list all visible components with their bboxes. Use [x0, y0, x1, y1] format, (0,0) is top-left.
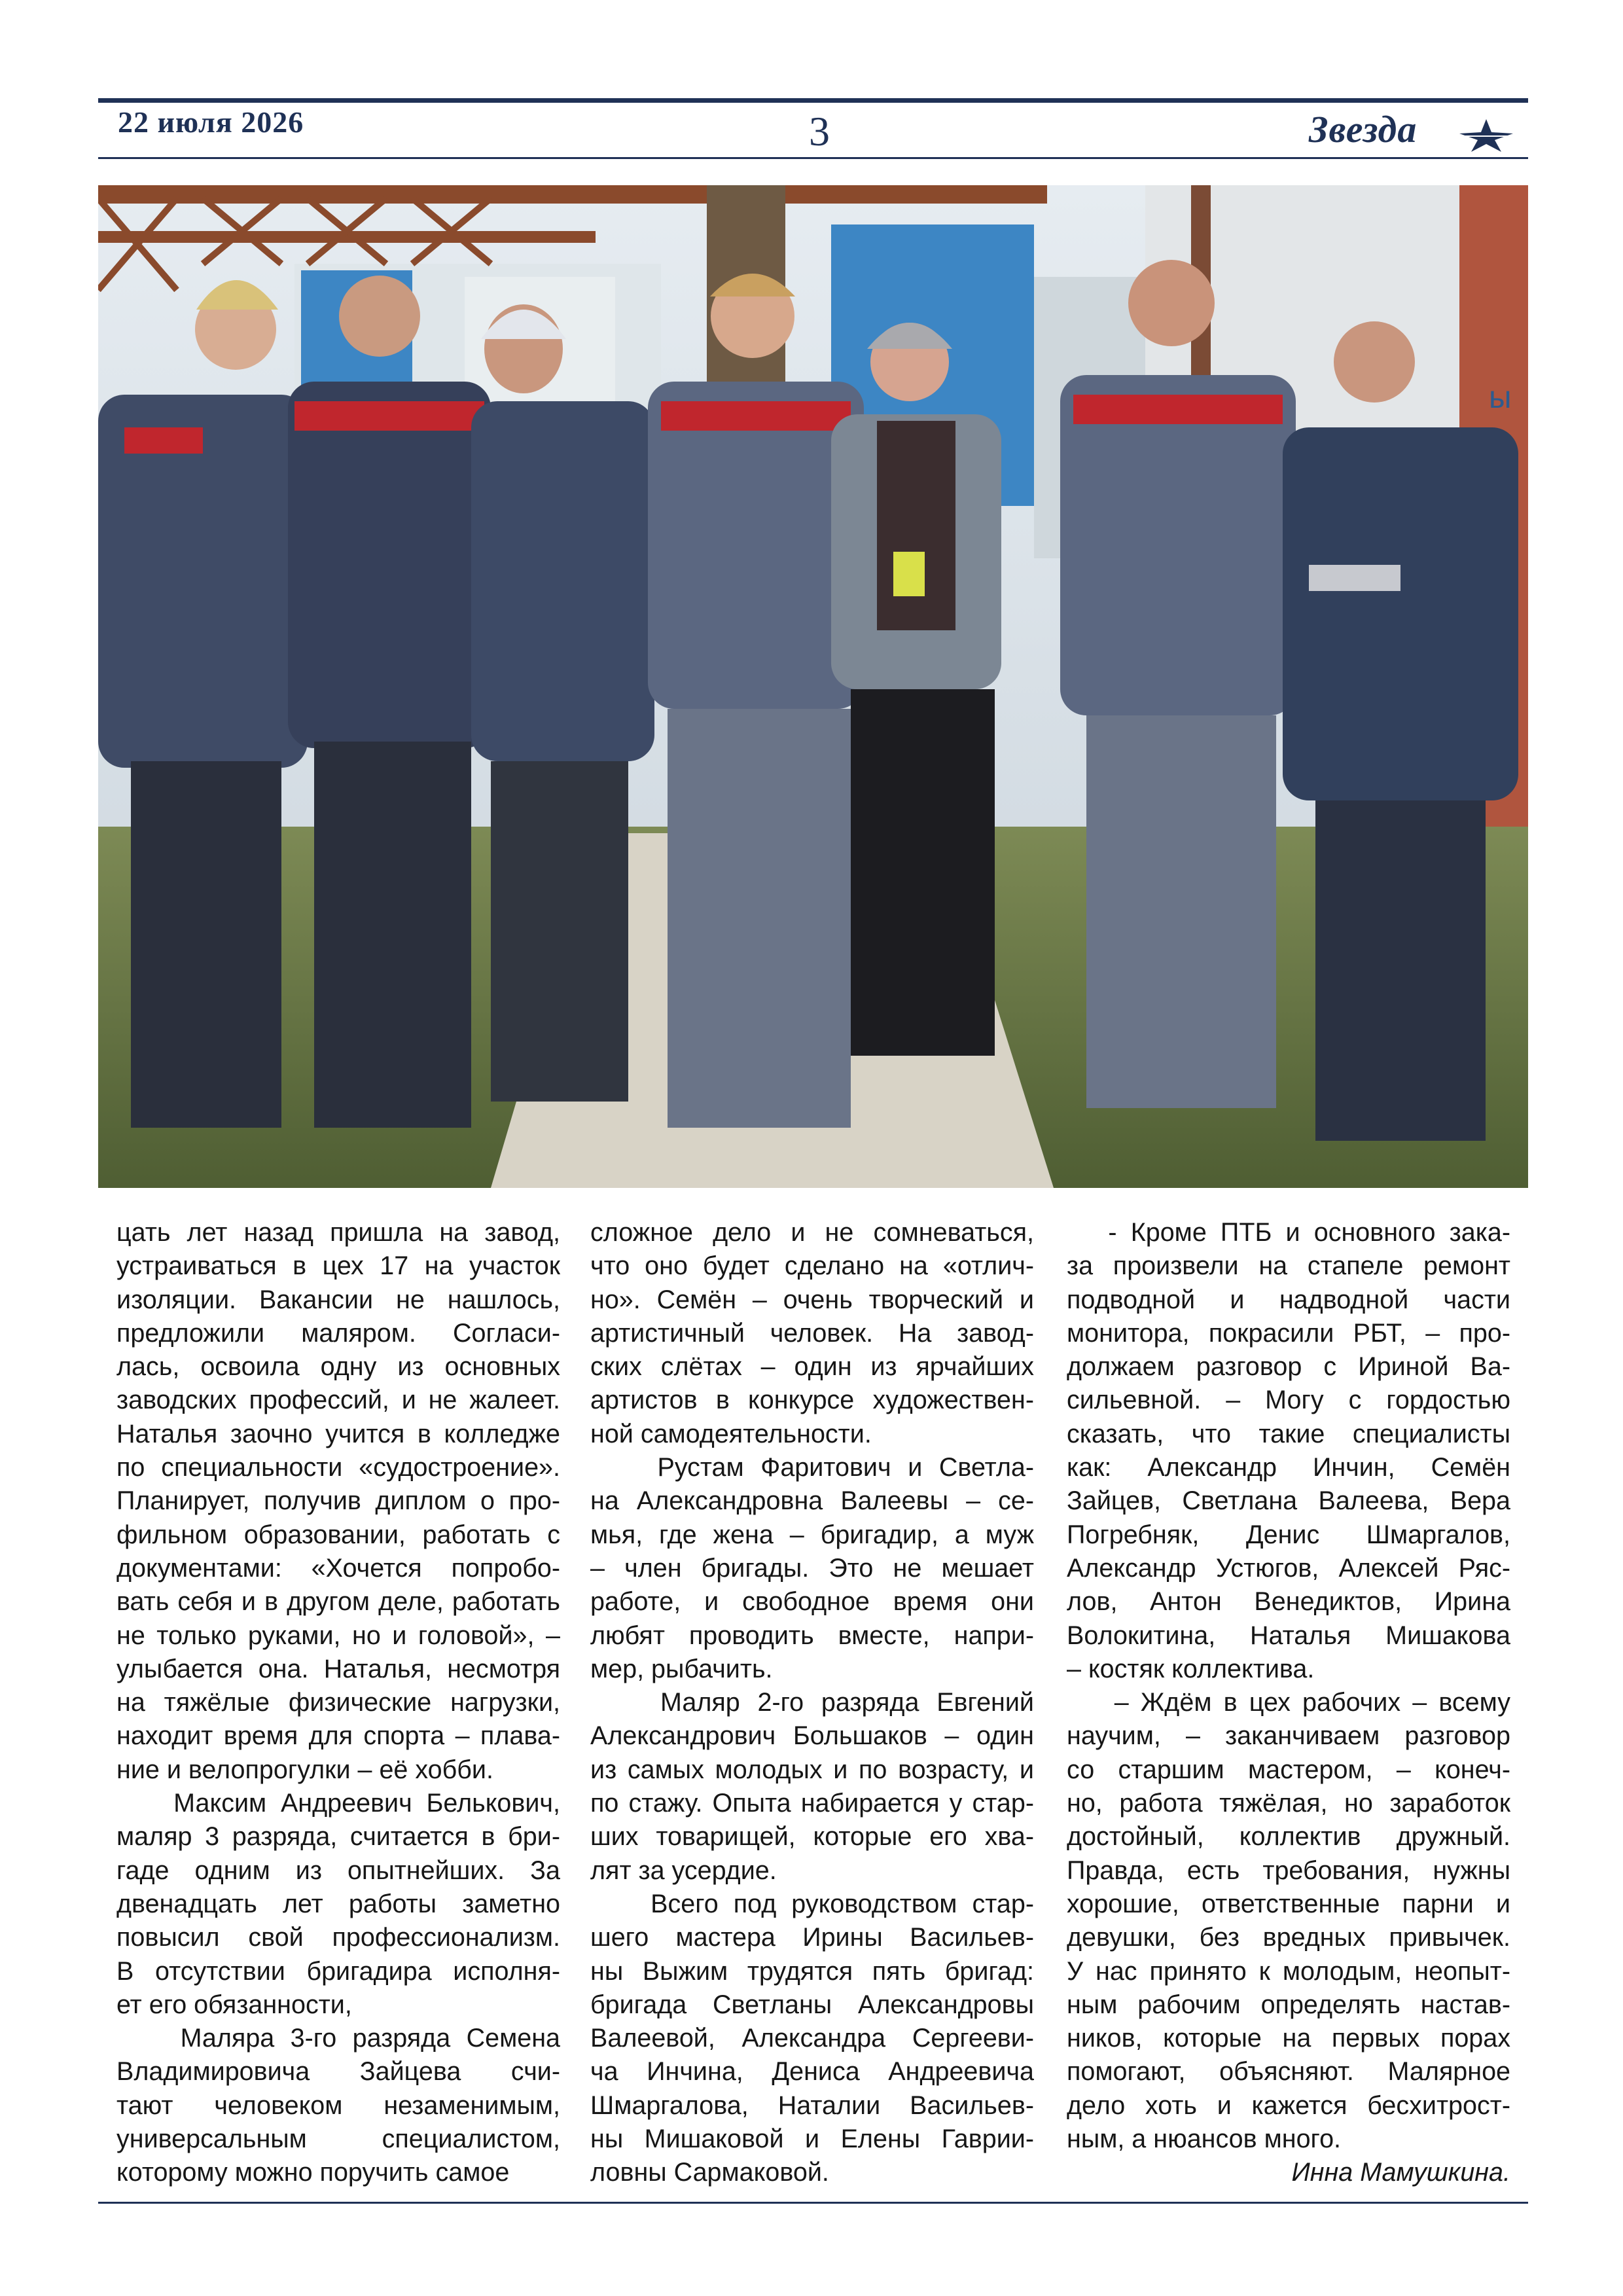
- article-line: ны Выжим трудятся пять бригад:: [590, 1956, 1034, 1986]
- article-line: ских слётах – один из ярчайших: [590, 1352, 1034, 1382]
- article-line: ным рабочим определять настав-: [1067, 1990, 1510, 2019]
- article-line: Маляра 3-го разряда Семена: [116, 2024, 560, 2053]
- article-line: должаем разговор с Ириной Ва-: [1067, 1352, 1510, 1382]
- article-line: – Ждём в цех рабочих – всему: [1067, 1688, 1510, 1717]
- article-line: девушки, без вредных привычек.: [1067, 1923, 1510, 1952]
- article-line: ной самодеятельности.: [590, 1419, 872, 1448]
- article-line: лась, освоила одну из основных: [116, 1352, 560, 1382]
- article-line: помогают, объясняют. Малярное: [1067, 2057, 1510, 2087]
- article-line: сильевной. – Могу с гордостью: [1067, 1386, 1510, 1415]
- header-top-rule: [98, 98, 1528, 103]
- article-line: со старшим мастером, – конеч-: [1067, 1755, 1510, 1784]
- article-line: ет его обязанности,: [116, 1990, 352, 2019]
- article-line: вать себя и в другом деле, работать: [116, 1587, 560, 1617]
- article-line: фильном образовании, работать с: [116, 1520, 560, 1549]
- issue-date: 22 июля 2026: [118, 105, 304, 139]
- article-line: Шмаргалова, Наталии Васильев-: [590, 2090, 1034, 2120]
- article-line: У нас принято к молодым, неопыт-: [1067, 1956, 1510, 1986]
- article-line: Максим Андреевич Белькович,: [116, 1789, 560, 1818]
- article-line: – член бригады. Это не мешает: [590, 1553, 1034, 1583]
- article-line: мья, где жена – бригадир, а муж: [590, 1520, 1034, 1549]
- footer-rule: [98, 2202, 1528, 2204]
- article-line: повысил свой профессионализм.: [116, 1923, 560, 1952]
- article-line: сложное дело и не сомневаться,: [590, 1218, 1034, 1247]
- article-line: Наталья заочно учится в колледже: [116, 1419, 560, 1448]
- header-bottom-rule: [98, 157, 1528, 159]
- article-line: Валеевой, Александра Сергееви-: [590, 2024, 1034, 2053]
- article-line: Маляр 2-го разряда Евгений: [590, 1688, 1034, 1717]
- article-line: ников, которые на первых порах: [1067, 2024, 1510, 2053]
- article-line: Инна Мамушкина.: [1291, 2158, 1510, 2187]
- article-line: по специальности «судостроение».: [116, 1453, 560, 1482]
- article-line: Александрович Большаков – один: [590, 1721, 1034, 1751]
- article-column-1: [116, 1216, 560, 2190]
- article-line: Планирует, получив диплом о про-: [116, 1486, 560, 1516]
- article-line: на Александровна Валеевы – се-: [590, 1486, 1034, 1516]
- article-line: универсальным специалистом,: [116, 2125, 560, 2154]
- article-line: лов, Антон Венедиктов, Ирина: [1067, 1587, 1510, 1617]
- article-line: тают человеком незаменимым,: [116, 2090, 560, 2120]
- article-line: – костяк коллектива.: [1067, 1654, 1315, 1683]
- article-line: подводной и надводной части: [1067, 1285, 1510, 1314]
- article-line: ча Инчина, Дениса Андреевича: [590, 2057, 1034, 2087]
- article-line: лят за усердие.: [590, 1856, 777, 1885]
- article-line: устраиваться в цех 17 на участок: [116, 1251, 560, 1281]
- article-line: бригада Светланы Александровы: [590, 1990, 1034, 2019]
- article-line: что оно будет сделано на «отлич-: [590, 1251, 1034, 1281]
- article-column-3: [1067, 1216, 1510, 2190]
- article-line: но, работа тяжёлая, но заработок: [1067, 1789, 1510, 1818]
- article-line: Рустам Фаритович и Светла-: [590, 1453, 1034, 1482]
- article-line: Зайцев, Светлана Валеева, Вера: [1067, 1486, 1510, 1516]
- article-line: предложили маляром. Согласи-: [116, 1318, 560, 1348]
- article-line: гаде одним из опытнейших. За: [116, 1856, 560, 1885]
- article-line: хорошие, ответственные парни и: [1067, 1889, 1510, 1918]
- article-line: Владимировича Зайцева счи-: [116, 2057, 560, 2087]
- article-line: за произвели на стапеле ремонт: [1067, 1251, 1510, 1281]
- article-line: Погребняк, Денис Шмаргалов,: [1067, 1520, 1510, 1549]
- article-line: ным, а нюансов много.: [1067, 2125, 1342, 2154]
- article-column-2: [590, 1216, 1034, 2190]
- article-line: но». Семён – очень творческий и: [590, 1285, 1034, 1314]
- article-line: улыбается она. Наталья, несмотря: [116, 1654, 560, 1683]
- article-line: монитора, покрасили РБТ, – про-: [1067, 1318, 1510, 1348]
- team-photo: [98, 185, 1528, 1188]
- article-line: цать лет назад пришла на завод,: [116, 1218, 560, 1247]
- article-line: по стажу. Опыта набирается у стар-: [590, 1789, 1034, 1818]
- article-line: заводских профессий, и не жалеет.: [116, 1386, 560, 1415]
- article-line: артистичный человек. На завод-: [590, 1318, 1034, 1348]
- article-line: работе, и свободное время они: [590, 1587, 1034, 1617]
- article-line: двенадцать лет работы заметно: [116, 1889, 560, 1918]
- article-line: научим, – заканчиваем разговор: [1067, 1721, 1510, 1751]
- article-line: Всего под руководством стар-: [590, 1889, 1034, 1918]
- article-line: достойный, коллектив дружный.: [1067, 1822, 1510, 1852]
- article-line: на тяжёлые физические нагрузки,: [116, 1688, 560, 1717]
- article-line: ние и велопрогулки – её хобби.: [116, 1755, 493, 1784]
- article-line: ны Мишаковой и Елены Гаврии-: [590, 2125, 1034, 2154]
- article-line: как: Александр Инчин, Семён: [1067, 1453, 1510, 1482]
- article-line: дело хоть и кажется бесхитрост-: [1067, 2090, 1510, 2120]
- newspaper-title: Звезда: [1309, 108, 1418, 151]
- article-line: изоляции. Вакансии не нашлось,: [116, 1285, 560, 1314]
- article-line: не только руками, но и головой», –: [116, 1621, 560, 1650]
- page-number: 3: [809, 108, 830, 154]
- article-line: любят проводить вместе, напри-: [590, 1621, 1034, 1650]
- article-line: сказать, что такие специалисты: [1067, 1419, 1510, 1448]
- article-line: которому можно поручить самое: [116, 2158, 510, 2187]
- article-line: мер, рыбачить.: [590, 1654, 773, 1683]
- article-line: маляр 3 разряда, считается в бри-: [116, 1822, 560, 1852]
- article-line: Правда, есть требования, нужны: [1067, 1856, 1510, 1885]
- article-line: из самых молодых и по возрасту, и: [590, 1755, 1034, 1784]
- article-line: документами: «Хочется попробо-: [116, 1553, 560, 1583]
- star-icon: [1458, 118, 1514, 153]
- article-line: артистов в конкурсе художествен-: [590, 1386, 1034, 1415]
- article-line: Александр Устюгов, Алексей Ряс-: [1067, 1553, 1510, 1583]
- article-line: находит время для спорта – плава-: [116, 1721, 560, 1751]
- article-line: - Кроме ПТБ и основного зака-: [1067, 1218, 1510, 1247]
- article-line: В отсутствии бригадира исполня-: [116, 1956, 560, 1986]
- article-line: Волокитина, Наталья Мишакова: [1067, 1621, 1510, 1650]
- article-line: ловны Сармаковой.: [590, 2158, 829, 2187]
- article-line: шего мастера Ирины Васильев-: [590, 1923, 1034, 1952]
- article-line: ших товарищей, которые его хва-: [590, 1822, 1034, 1852]
- photo-sign-text: ы: [1489, 380, 1512, 415]
